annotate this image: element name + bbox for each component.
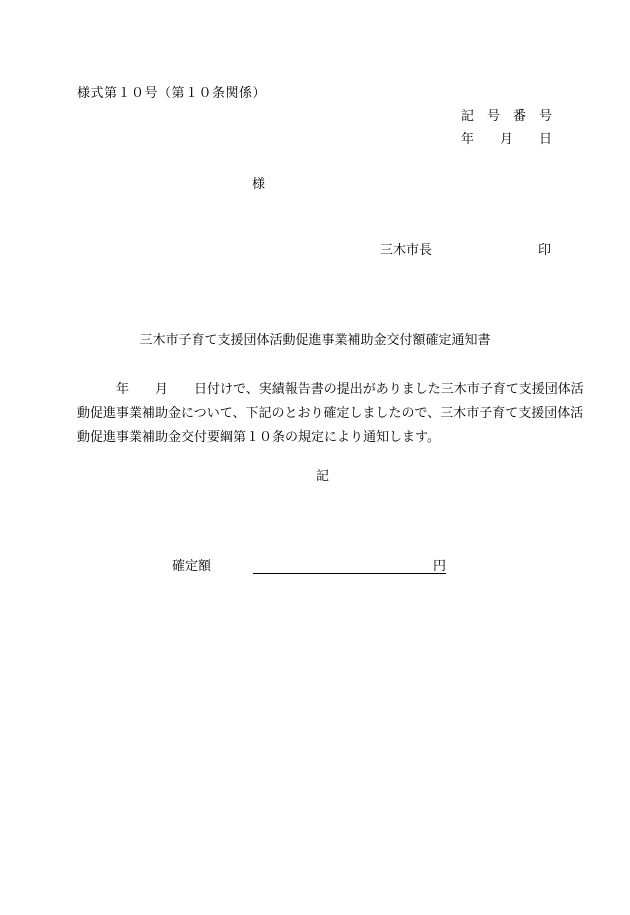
form-number: 様式第１０号（第１０条関係） bbox=[77, 86, 267, 101]
date-line: 年 月 日 bbox=[461, 132, 553, 147]
confirmed-amount-field[interactable] bbox=[253, 573, 446, 574]
yen-unit: 円 bbox=[433, 559, 447, 574]
document-number-label: 記 号 番 号 bbox=[461, 109, 553, 124]
document-title: 三木市子育て支援団体活動促進事業補助金交付額確定通知書 bbox=[139, 333, 491, 348]
body-paragraph: 年 月 日付けで、実績報告書の提出がありました三木市子育て支援団体活動促進事業補助金について、下記のとおり確定しましたので、三木市子育て支援団体活動促進事業補助金交付要綱第１０条の規定により通知します。 bbox=[77, 382, 584, 445]
addressee-honorific: 様 bbox=[252, 177, 266, 192]
confirmed-amount-label: 確定額 bbox=[172, 559, 212, 574]
seal-mark: 印 bbox=[538, 243, 552, 258]
ki-heading: 記 bbox=[315, 469, 329, 484]
sender-name: 三木市長 bbox=[380, 243, 433, 258]
